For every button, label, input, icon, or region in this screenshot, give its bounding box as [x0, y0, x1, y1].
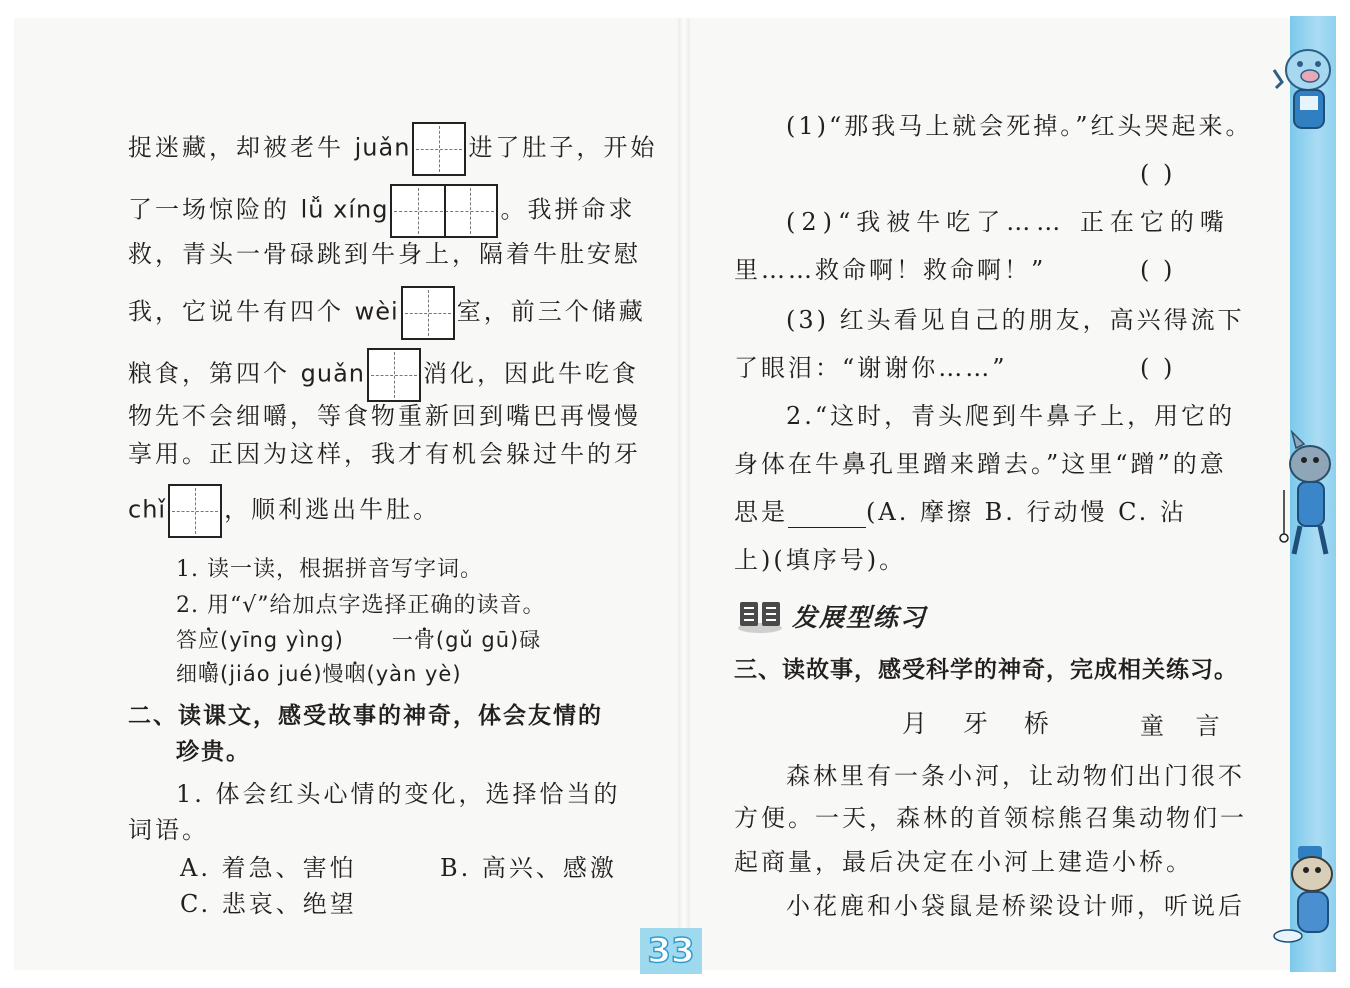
- answer-box-juan[interactable]: [412, 122, 466, 176]
- section-2-heading: 二、读课文，感受故事的神奇，体会友情的: [128, 703, 603, 729]
- answer-paren-2[interactable]: ( ): [1140, 256, 1176, 284]
- section-2-heading-cont: 珍贵。: [176, 739, 251, 765]
- dog-mascot-icon: [1272, 840, 1340, 950]
- answer-box-guan[interactable]: [367, 348, 421, 402]
- book-icon: [736, 598, 784, 634]
- option-b[interactable]: B. 高兴、感激: [440, 854, 617, 882]
- passage-line-6: 物先不会细嚼，等食物重新回到嘴巴再慢慢: [128, 402, 641, 430]
- passage-line-5: 粮食，第四个 guǎn 消化，因此牛吃食: [128, 348, 639, 402]
- option-c[interactable]: C. 悲哀、绝望: [180, 890, 357, 918]
- section-2-question-1: 1. 体会红头心情的变化，选择恰当的: [176, 780, 621, 808]
- pronunciation-row-1[interactable]: 答应(yīng yìng) 一骨(gǔ gū)碌: [176, 628, 542, 652]
- story-title: 月 牙 桥: [902, 709, 1063, 738]
- answer-box-chi[interactable]: [168, 484, 222, 538]
- right-item-2-cont: 里……救命啊！救命啊！”: [734, 256, 1047, 284]
- pronunciation-row-2[interactable]: 细嚼(jiáo jué)慢咽(yàn yè): [176, 662, 462, 686]
- right-item-1: (1)“那我马上就会死掉。”红头哭起来。: [786, 112, 1253, 140]
- section-3-heading: 三、读故事，感受科学的神奇，完成相关练习。: [734, 657, 1238, 683]
- answer-box-lvxing[interactable]: [390, 184, 498, 238]
- right-question-2-l4: 上)(填序号)。: [734, 546, 907, 574]
- wolf-mascot-icon: [1270, 430, 1340, 560]
- section-title: 发展型练习: [792, 603, 928, 632]
- right-question-2: 2.“这时，青头爬到牛鼻子上，用它的: [786, 402, 1236, 430]
- story-line-4: 小花鹿和小袋鼠是桥梁设计师，听说后: [786, 892, 1245, 920]
- story-author: 童 言: [1140, 712, 1232, 740]
- answer-paren-3[interactable]: ( ): [1140, 354, 1176, 382]
- story-line-3: 起商量，最后决定在小河上建造小桥。: [734, 848, 1193, 876]
- answer-paren-1[interactable]: ( ): [1140, 160, 1176, 188]
- section-2-question-1-cont: 词语。: [128, 816, 209, 844]
- page-number: 33: [640, 928, 702, 974]
- passage-line-3: 救，青头一骨碌跳到牛身上，隔着牛肚安慰: [128, 240, 641, 268]
- story-line-2: 方便。一天，森林的首领棕熊召集动物们一: [734, 804, 1247, 832]
- passage-line-8: chǐ ，顺利逃出牛肚。: [128, 484, 440, 538]
- passage-line-2: 了一场惊险的 lǚ xíng 。我拼命求: [128, 184, 635, 238]
- passage-line-4: 我，它说牛有四个 wèi 室，前三个储藏: [128, 286, 646, 340]
- pig-mascot-icon: [1264, 40, 1340, 140]
- right-question-2-l2: 身体在牛鼻孔里蹭来蹭去。”这里“蹭”的意: [734, 450, 1227, 478]
- option-a[interactable]: A. 着急、害怕: [180, 854, 357, 882]
- page-fold: [678, 18, 690, 970]
- answer-box-wei[interactable]: [401, 286, 455, 340]
- fill-blank[interactable]: [788, 503, 866, 528]
- right-item-3: (3) 红头看见自己的朋友，高兴得流下: [786, 306, 1245, 334]
- passage-line-1: 捉迷藏，却被老牛 juǎn 进了肚子，开始: [128, 122, 657, 176]
- question-2: 2. 用“√”给加点字选择正确的读音。: [176, 593, 546, 618]
- passage-line-7: 享用。正因为这样，我才有机会躲过牛的牙: [128, 440, 641, 468]
- right-item-2: (2)“我被牛吃了…… 正在它的嘴: [786, 208, 1230, 236]
- question-1: 1. 读一读，根据拼音写字词。: [176, 557, 483, 582]
- story-line-1: 森林里有一条小河，让动物们出门很不: [786, 762, 1245, 790]
- right-item-3-cont: 了眼泪：“谢谢你……”: [734, 354, 1008, 382]
- right-question-2-l3: 思是 (A. 摩擦 B. 行动慢 C. 沾: [734, 498, 1187, 526]
